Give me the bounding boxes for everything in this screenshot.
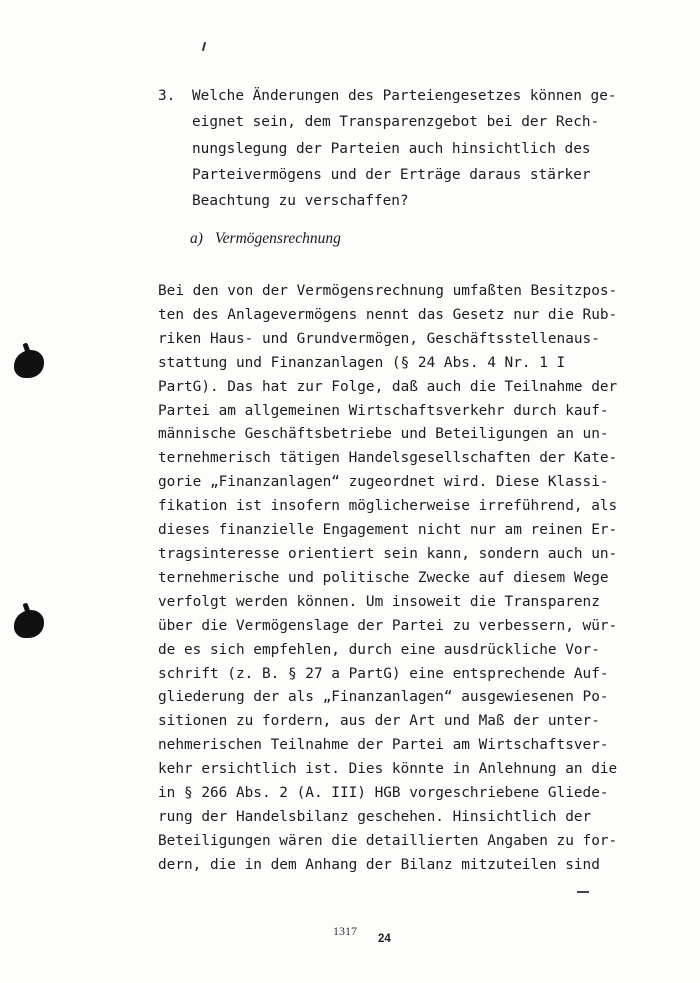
body-line: nehmerischen Teilnahme der Partei am Wirtschaftsver- [158,737,609,754]
body-line: PartG). Das hat zur Folge, daß auch die Teilnahme der [158,378,618,395]
section-letter: a) [190,230,203,247]
body-line: ten des Anlagevermögens nennt das Gesetz nur die Rub- [158,306,618,323]
body-line: dieses finanzielle Engagement nicht nur am reinen Er- [158,522,618,539]
body-line: gliederung der als „Finanzanlagen“ ausgewiesenen Po- [158,689,609,706]
body-line: verfolgt werden können. Um insoweit die Transparenz [158,593,600,610]
body-line: Beteiligungen wären die detaillierten Angaben zu for- [158,832,618,849]
body-line: stattung und Finanzanlagen (§ 24 Abs. 4 Nr. 1 I [158,354,566,371]
body-line: über die Vermögenslage der Partei zu verbessern, wür- [158,617,618,634]
stray-mark [202,42,206,51]
question-line: Welche Änderungen des Parteiengesetzes können ge- [192,88,617,104]
page-number: 24 [378,933,391,945]
body-line: schrift (z. B. § 27 a PartG) eine entsprechende Auf- [158,665,609,682]
question-line: eignet sein, dem Transparenzgebot bei der Rech- [192,114,600,131]
body-line: tragsinteresse orientiert sein kann, sondern auch un- [158,545,618,562]
body-line: männische Geschäftsbetriebe und Beteiligungen an un- [158,426,609,443]
body-paragraph [158,280,628,878]
body-line: ternehmerisch tätigen Handelsgesellschaften der Kate- [158,450,618,467]
body-line: Bei den von der Vermögensrechnung umfaßten Besitzpos- [158,283,618,299]
body-line: riken Haus- und Grundvermögen, Geschäftsstellenaus- [158,330,600,347]
punch-hole-top [14,350,44,378]
question-line: Beachtung zu verschaffen? [192,193,409,210]
body-line: de es sich empfehlen, durch eine ausdrückliche Vor- [158,641,600,658]
question-block [152,83,632,214]
body-line: dern, die in dem Anhang der Bilanz mitzuteilen sind [158,856,600,873]
archive-number: 1317 [333,924,357,938]
section-heading [190,230,341,248]
body-line: kehr ersichtlich ist. Dies könnte in Anlehnung an die [158,761,618,778]
question-number: 3. [158,88,176,104]
question-line: nungslegung der Parteien auch hinsichtlich des [192,140,591,157]
body-line: fikation ist insofern möglicherweise irreführend, als [158,498,618,515]
body-line: Partei am allgemeinen Wirtschaftsverkehr durch kauf- [158,402,609,419]
body-line: rung der Handelsbilanz geschehen. Hinsichtlich der [158,808,592,825]
body-line: in § 266 Abs. 2 (A. III) HGB vorgeschriebene Gliede- [158,785,609,802]
body-line: sitionen zu fordern, aus der Art und Maß der unter- [158,713,600,730]
body-line: gorie „Finanzanlagen“ zugeordnet wird. Diese Klassi- [158,474,609,491]
question-line: Parteivermögens und der Erträge daraus stärker [192,166,591,183]
section-title: Vermögensrechnung [214,230,341,247]
punch-hole-bottom [14,610,44,638]
trailing-dash [577,891,589,893]
body-line: ternehmerische und politische Zwecke auf diesem Wege [158,569,609,586]
